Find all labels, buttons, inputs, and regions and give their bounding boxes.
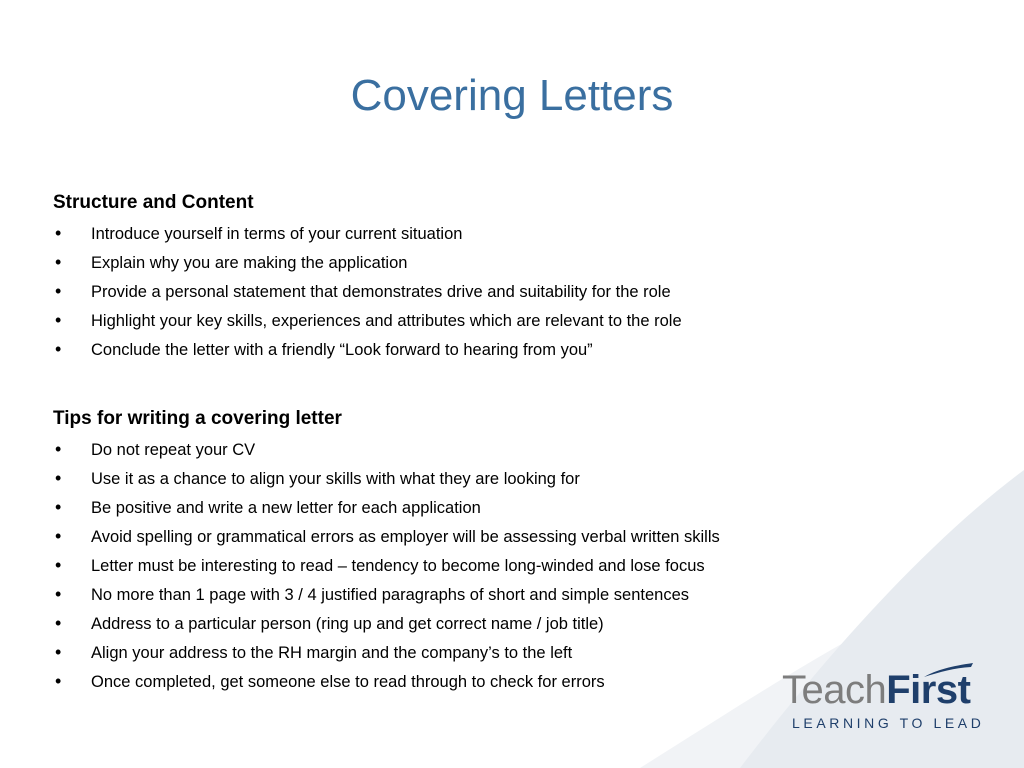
bullet-icon: • — [55, 584, 62, 604]
list-item — [53, 465, 580, 494]
list-item — [53, 220, 463, 249]
list-item — [53, 610, 604, 639]
bullet-icon: • — [55, 223, 62, 243]
bullet-icon: • — [55, 310, 62, 330]
list-item — [53, 639, 573, 668]
bullet-icon: • — [55, 497, 62, 517]
logo-tagline: LEARNING TO LEAD — [792, 715, 985, 731]
teach-first-logo — [782, 662, 985, 742]
bullet-icon: • — [55, 613, 62, 633]
bullet-list — [53, 436, 720, 697]
bullet-icon: • — [55, 339, 62, 359]
bullet-text: Use it as a chance to align your skills with what they are looking for — [91, 470, 580, 488]
list-item — [53, 552, 705, 581]
list-item — [53, 278, 671, 307]
slide-title: Covering Letters — [350, 71, 674, 120]
bullet-icon: • — [55, 526, 62, 546]
list-item — [53, 581, 690, 610]
bullet-text: Explain why you are making the application — [91, 254, 408, 272]
bullet-text: Provide a personal statement that demonstrates drive and suitability for the role — [91, 283, 671, 301]
bullet-text: No more than 1 page with 3 / 4 justified paragraphs of short and simple sentences — [91, 586, 690, 604]
bullet-icon: • — [55, 642, 62, 662]
list-item — [53, 523, 720, 552]
bullet-text: Align your address to the RH margin and the company’s to the left — [91, 644, 573, 662]
bullet-icon: • — [55, 555, 62, 575]
list-item — [53, 307, 682, 336]
logo-word-first: First — [886, 668, 971, 712]
logo-wordmark — [782, 668, 970, 712]
bullet-list — [53, 220, 682, 365]
section-heading: Tips for writing a covering letter — [53, 408, 342, 429]
list-item — [53, 436, 342, 465]
bullet-text: Highlight your key skills, experiences and attributes which are relevant to the role — [91, 312, 682, 330]
section-heading: Structure and Content — [53, 192, 254, 213]
section-tips — [53, 406, 720, 697]
list-item — [53, 336, 593, 365]
bullet-icon: • — [55, 439, 62, 459]
logo-word-teach: Teach — [782, 668, 887, 712]
bullet-text: Do not repeat your CV — [91, 441, 256, 459]
bullet-text: Introduce yourself in terms of your current situation — [91, 225, 463, 243]
list-item — [53, 249, 408, 278]
bullet-text: Be positive and write a new letter for each application — [91, 499, 481, 517]
section-structure-content — [53, 190, 682, 365]
bullet-icon: • — [55, 281, 62, 301]
bullet-icon: • — [55, 468, 62, 488]
bullet-text: Letter must be interesting to read – tendency to become long-winded and lose focus — [91, 557, 705, 575]
bullet-icon: • — [55, 252, 62, 272]
bullet-text: Once completed, get someone else to read through to check for errors — [91, 673, 605, 691]
bullet-text: Address to a particular person (ring up and get correct name / job title) — [91, 615, 604, 633]
bullet-icon: • — [55, 671, 62, 691]
bullet-text: Conclude the letter with a friendly “Look forward to hearing from you” — [91, 341, 593, 359]
list-item — [53, 494, 481, 523]
list-item — [53, 668, 605, 697]
bullet-text: Avoid spelling or grammatical errors as employer will be assessing verbal written skills — [91, 528, 720, 546]
